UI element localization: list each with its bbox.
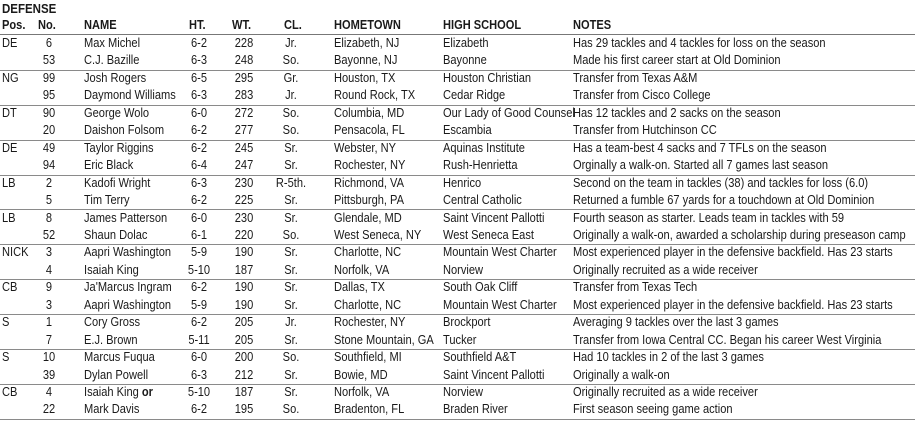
cell-notes: Originally a walk-on, awarded a scholarship during preseason camp — [573, 227, 906, 242]
cell-high-school: Escambia — [443, 123, 492, 138]
cell-high-school: Saint Vincent Pallotti — [443, 210, 545, 225]
cell-name: Aapri Washington — [84, 245, 172, 260]
cell-high-school: Southfield A&T — [443, 350, 517, 365]
cell-no: 95 — [42, 88, 56, 103]
cell-high-school: Aquinas Institute — [443, 140, 525, 155]
cell-high-school: Henrico — [443, 175, 482, 190]
cell-no: 90 — [42, 105, 56, 120]
cell-no: 9 — [45, 280, 53, 295]
cell-wt: 195 — [234, 402, 254, 417]
cell-pos: DT — [2, 105, 17, 120]
cell-name — [84, 384, 153, 401]
cell-wt: 277 — [234, 123, 254, 138]
cell-no: 20 — [42, 123, 56, 138]
cell-ht: 6-3 — [190, 53, 208, 68]
cell-hometown: Norfolk, VA — [334, 262, 390, 277]
cell-ht: 6-2 — [190, 36, 208, 50]
table-row — [0, 70, 915, 87]
table-header — [0, 17, 915, 35]
cell-ht: 5-10 — [187, 385, 211, 399]
cell-ht: 6-3 — [190, 367, 208, 382]
cell-name: Daishon Folsom — [84, 123, 165, 138]
cell-pos: S — [2, 350, 10, 365]
table-row — [0, 175, 915, 192]
table-row — [0, 227, 915, 245]
table-row — [0, 140, 915, 157]
cell-name: Taylor Riggins — [84, 140, 154, 155]
cell-ht: 6-3 — [190, 88, 208, 103]
cell-hometown: Pensacola, FL — [334, 123, 405, 138]
cell-name: Aapri Washington — [84, 297, 172, 312]
cell-ht: 6-2 — [190, 280, 208, 295]
cell-no: 7 — [45, 332, 53, 347]
table-row — [0, 87, 915, 105]
cell-wt: 248 — [234, 53, 254, 68]
cell-ht: 6-0 — [190, 105, 208, 120]
table-row — [0, 244, 915, 261]
cell-wt: 283 — [234, 88, 254, 103]
cell-no: 3 — [45, 245, 53, 260]
cell-name: C.J. Bazille — [84, 53, 140, 68]
cell-high-school: Mountain West Charter — [443, 297, 557, 312]
cell-no: 94 — [42, 158, 56, 173]
cell-notes: Transfer from Texas A&M — [573, 70, 698, 85]
header-hometown: HOMETOWN — [334, 18, 401, 32]
cell-ht: 5-9 — [190, 245, 208, 260]
cell-notes: Orginally a walk-on. Started all 7 games last season — [573, 158, 829, 173]
cell-no: 4 — [45, 385, 53, 399]
cell-wt: 205 — [234, 315, 254, 330]
cell-high-school: Houston Christian — [443, 70, 532, 85]
table-row — [0, 52, 915, 70]
cell-wt: 187 — [234, 262, 254, 277]
cell-hometown: Pittsburgh, PA — [334, 193, 405, 208]
cell-wt: 187 — [234, 385, 254, 399]
cell-hometown: Houston, TX — [334, 70, 396, 85]
cell-hometown: Rochester, NY — [334, 158, 406, 173]
cell-notes: Transfer from Iowa Central CC. Began his career West Virginia — [573, 332, 882, 347]
cell-no: 49 — [42, 140, 56, 155]
cell-no: 4 — [45, 262, 53, 277]
cell-notes: Has 29 tackles and 4 tackles for loss on the season — [573, 36, 826, 50]
table-row — [0, 332, 915, 350]
cell-notes: Returned a fumble 67 yards for a touchdown at Old Dominion — [573, 193, 875, 208]
cell-name: James Patterson — [84, 210, 168, 225]
cell-wt: 272 — [234, 105, 254, 120]
cell-notes: Originally recruited as a wide receiver — [573, 385, 758, 399]
cell-high-school: Tucker — [443, 332, 477, 347]
cell-hometown: Bayonne, NJ — [334, 53, 398, 68]
cell-high-school: West Seneca East — [443, 227, 534, 242]
cell-notes: Most experienced player in the defensive backfield. Has 23 starts — [573, 297, 893, 312]
header-ht: HT. — [189, 18, 206, 32]
table-row — [0, 122, 915, 140]
cell-no: 10 — [42, 350, 56, 365]
cell-wt: 212 — [234, 367, 254, 382]
cell-pos: LB — [2, 175, 16, 190]
cell-class: Sr. — [284, 280, 298, 295]
cell-notes: Most experienced player in the defensive backfield. Has 23 starts — [573, 245, 893, 260]
cell-wt: 230 — [234, 175, 254, 190]
header-high-school: HIGH SCHOOL — [443, 18, 522, 32]
cell-hometown: West Seneca, NY — [334, 227, 422, 242]
cell-hometown: Bowie, MD — [334, 367, 388, 382]
cell-notes: First season seeing game action — [573, 402, 733, 417]
cell-wt: 200 — [234, 350, 254, 365]
cell-name: Shaun Dolac — [84, 227, 148, 242]
cell-hometown: Charlotte, NC — [334, 245, 402, 260]
cell-notes: Originally a walk-on — [573, 367, 670, 382]
cell-no: 6 — [45, 36, 53, 50]
cell-name: Dylan Powell — [84, 367, 149, 382]
cell-notes: Transfer from Texas Tech — [573, 280, 698, 295]
cell-notes: Averaging 9 tackles over the last 3 games — [573, 315, 779, 330]
or-marker: or — [141, 385, 153, 399]
cell-notes: Second on the team in tackles (38) and tackles for loss (6.0) — [573, 175, 869, 190]
cell-no: 53 — [42, 53, 56, 68]
cell-class: So. — [282, 105, 300, 120]
table-row — [0, 297, 915, 315]
cell-name: Kadofi Wright — [84, 175, 151, 190]
cell-pos: LB — [2, 210, 16, 225]
table-row — [0, 35, 915, 52]
cell-class: So. — [282, 227, 300, 242]
cell-no: 5 — [45, 193, 53, 208]
cell-pos: CB — [2, 385, 18, 399]
cell-hometown: Dallas, TX — [334, 280, 385, 295]
table-row — [0, 210, 915, 227]
cell-no: 99 — [42, 70, 56, 85]
cell-notes: Had 10 tackles in 2 of the last 3 games — [573, 350, 764, 365]
header-no: No. — [38, 18, 56, 32]
cell-ht: 6-3 — [190, 175, 208, 190]
cell-hometown: Norfolk, VA — [334, 385, 390, 399]
cell-hometown: Webster, NY — [334, 140, 397, 155]
cell-name: George Wolo — [84, 105, 150, 120]
header-cl: CL. — [284, 18, 302, 32]
cell-high-school: Bayonne — [443, 53, 487, 68]
table-row — [0, 367, 915, 385]
cell-class: Jr. — [285, 36, 297, 50]
cell-hometown: Round Rock, TX — [334, 88, 416, 103]
cell-ht: 6-5 — [190, 70, 208, 85]
cell-wt: 295 — [234, 70, 254, 85]
cell-class: Sr. — [284, 367, 298, 382]
cell-notes: Fourth season as starter. Leads team in tackles with 59 — [573, 210, 845, 225]
cell-notes: Has 12 tackles and 2 sacks on the season — [573, 105, 781, 120]
section-title: DEFENSE — [2, 2, 57, 16]
cell-hometown: Richmond, VA — [334, 175, 405, 190]
cell-hometown: Stone Mountain, GA — [334, 332, 434, 347]
cell-name: Mark Davis — [84, 402, 140, 417]
cell-wt: 205 — [234, 332, 254, 347]
cell-class: Sr. — [284, 158, 298, 173]
cell-class: Sr. — [284, 210, 298, 225]
cell-notes: Originally recruited as a wide receiver — [573, 262, 758, 277]
cell-notes: Transfer from Cisco College — [573, 88, 711, 103]
table-row — [0, 105, 915, 122]
cell-hometown: Columbia, MD — [334, 105, 405, 120]
cell-notes: Made his first career start at Old Dominion — [573, 53, 781, 68]
cell-name: Josh Rogers — [84, 70, 147, 85]
table-row — [0, 279, 915, 296]
cell-wt: 220 — [234, 227, 254, 242]
cell-no: 2 — [45, 175, 53, 190]
table-row — [0, 262, 915, 280]
cell-class: Gr. — [283, 70, 299, 85]
cell-name-text: Isaiah King — [84, 385, 139, 399]
cell-class: Sr. — [284, 385, 298, 399]
cell-class: Jr. — [285, 315, 297, 330]
header-pos: Pos. — [2, 18, 26, 32]
cell-class: Sr. — [284, 245, 298, 260]
cell-high-school: Saint Vincent Pallotti — [443, 367, 545, 382]
cell-wt: 225 — [234, 193, 254, 208]
cell-wt: 190 — [234, 245, 254, 260]
cell-class: So. — [282, 123, 300, 138]
cell-pos: DE — [2, 36, 18, 50]
cell-no: 8 — [45, 210, 53, 225]
cell-ht: 5-11 — [188, 332, 210, 347]
table-row — [0, 157, 915, 175]
cell-no: 39 — [42, 367, 56, 382]
cell-class: So. — [282, 402, 300, 417]
cell-wt: 190 — [234, 297, 254, 312]
cell-pos: S — [2, 315, 10, 330]
cell-high-school: Elizabeth — [443, 36, 489, 50]
cell-hometown: Elizabeth, NJ — [334, 36, 400, 50]
cell-hometown: Charlotte, NC — [334, 297, 402, 312]
cell-high-school: Cedar Ridge — [443, 88, 506, 103]
cell-wt: 190 — [234, 280, 254, 295]
cell-wt: 230 — [234, 210, 254, 225]
cell-class: Sr. — [284, 193, 298, 208]
cell-ht: 6-2 — [190, 123, 208, 138]
cell-name: Isaiah King — [84, 262, 139, 277]
cell-hometown: Rochester, NY — [334, 315, 406, 330]
cell-class: Jr. — [285, 88, 297, 103]
cell-no: 3 — [45, 297, 53, 312]
header-notes: NOTES — [573, 18, 612, 32]
cell-high-school: Central Catholic — [443, 193, 522, 208]
cell-class: Sr. — [284, 332, 298, 347]
cell-class: Sr. — [284, 297, 298, 312]
cell-ht: 6-0 — [190, 350, 208, 365]
table-row — [0, 314, 915, 331]
table-row — [0, 192, 915, 210]
cell-ht: 6-2 — [190, 402, 208, 417]
cell-high-school: Braden River — [443, 402, 508, 417]
cell-hometown: Glendale, MD — [334, 210, 402, 225]
cell-name: Max Michel — [84, 36, 141, 50]
cell-no: 22 — [42, 402, 56, 417]
cell-wt: 247 — [234, 158, 254, 173]
cell-class: So. — [282, 350, 300, 365]
cell-notes: Transfer from Hutchinson CC — [573, 123, 717, 138]
table-row — [0, 349, 915, 366]
cell-ht: 6-4 — [190, 158, 208, 173]
cell-wt: 228 — [234, 36, 254, 50]
cell-high-school: South Oak Cliff — [443, 280, 518, 295]
cell-class: Sr. — [284, 140, 298, 155]
cell-pos: NG — [2, 70, 19, 85]
header-name: NAME — [84, 18, 117, 32]
cell-wt: 245 — [234, 140, 254, 155]
cell-name: Tim Terry — [84, 193, 130, 208]
cell-ht: 5-10 — [187, 262, 211, 277]
cell-hometown: Southfield, MI — [334, 350, 402, 365]
cell-pos: NICK — [2, 245, 29, 260]
cell-notes: Has a team-best 4 sacks and 7 TFLs on the season — [573, 140, 827, 155]
cell-class: So. — [282, 53, 300, 68]
cell-ht: 6-2 — [190, 193, 208, 208]
cell-ht: 6-0 — [190, 210, 208, 225]
cell-ht: 5-9 — [190, 297, 208, 312]
cell-high-school: Norview — [443, 262, 484, 277]
cell-high-school: Brockport — [443, 315, 491, 330]
table-row — [0, 384, 915, 401]
cell-high-school: Rush-Henrietta — [443, 158, 518, 173]
cell-name: E.J. Brown — [84, 332, 138, 347]
cell-name: Daymond Williams — [84, 88, 176, 103]
cell-name: Ja'Marcus Ingram — [84, 280, 172, 295]
cell-ht: 6-1 — [190, 227, 208, 242]
cell-name: Cory Gross — [84, 315, 141, 330]
cell-high-school: Our Lady of Good Counsel — [443, 105, 575, 120]
cell-class: Sr. — [284, 262, 298, 277]
cell-no: 1 — [45, 315, 53, 330]
cell-high-school: Mountain West Charter — [443, 245, 557, 260]
cell-ht: 6-2 — [190, 315, 208, 330]
cell-high-school: Norview — [443, 385, 484, 399]
cell-class: R-5th. — [275, 175, 307, 190]
cell-pos: CB — [2, 280, 18, 295]
cell-no: 52 — [42, 227, 56, 242]
cell-hometown: Bradenton, FL — [334, 402, 405, 417]
table-row — [0, 401, 915, 419]
cell-pos: DE — [2, 140, 18, 155]
cell-ht: 6-2 — [190, 140, 208, 155]
cell-name: Eric Black — [84, 158, 134, 173]
cell-name: Marcus Fuqua — [84, 350, 155, 365]
header-wt: WT. — [232, 18, 252, 32]
